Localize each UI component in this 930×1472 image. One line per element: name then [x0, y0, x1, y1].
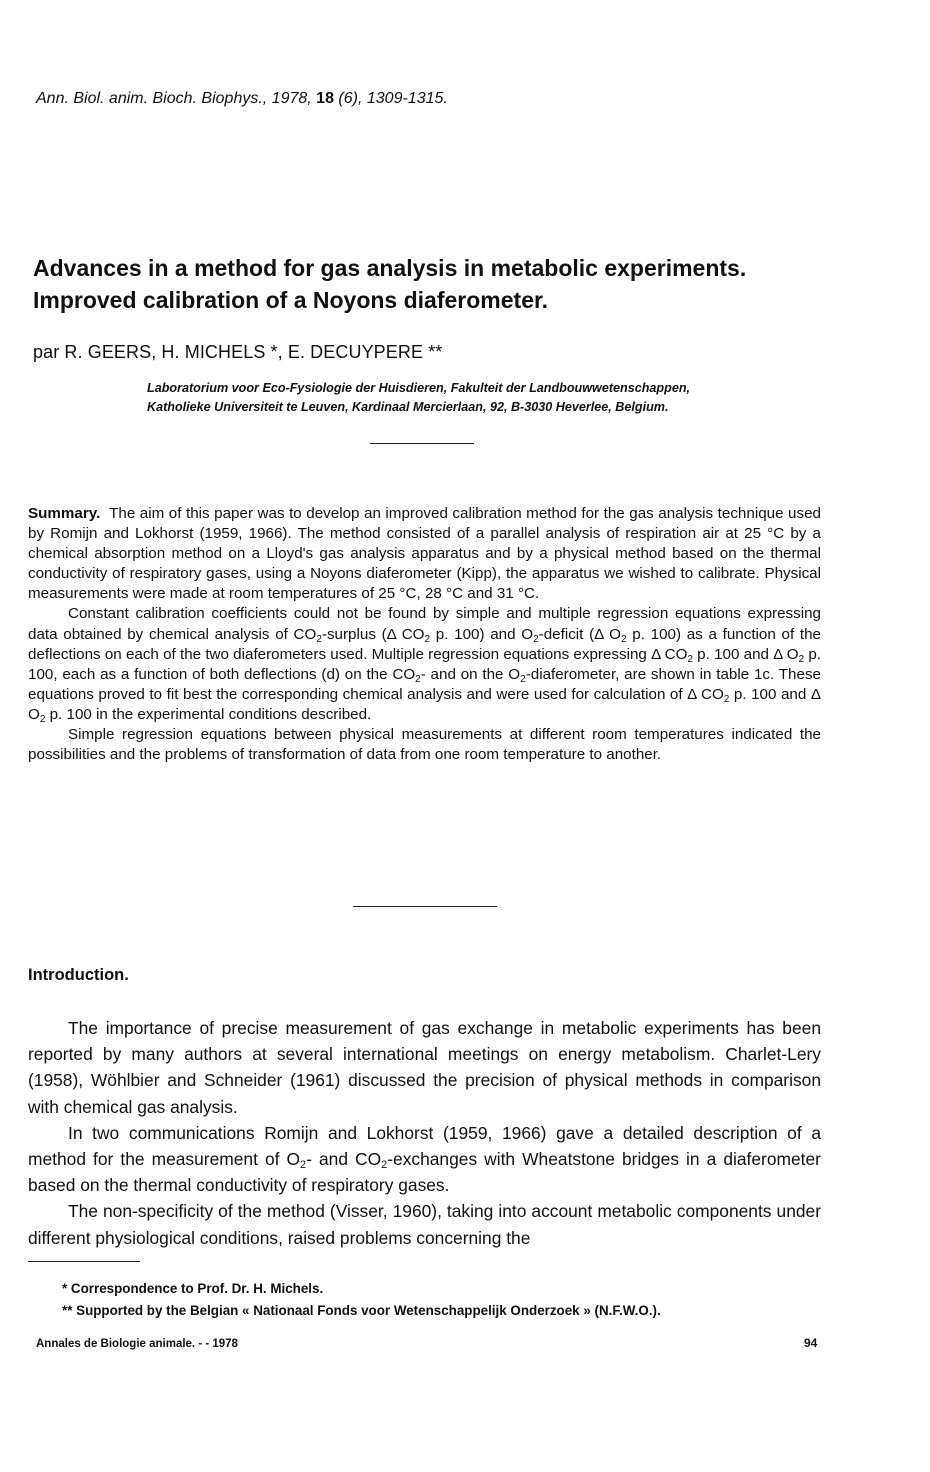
summary-paragraph-2: Constant calibration coefficients could not be found by simple and multiple regression equations expressing data obtained by chemical analysis of $CO_2$-surplus (Δ $CO_2$ p. 100) and $O_2$-deficit (Δ $O_2$ p. 100) as a function of the deflections on each of the two diaferometers used. Multiple regression equations expressing Δ $CO_2$ p. 100 and Δ $O_2$ p. 100, each as a function of both deflections (d) on the $CO_2-$ and on the $O_2$-diaferometer, are shown in table 1c. These equations proved to fit best the corresponding chemical analysis and were used for calculation of Δ $CO_2$ p. 100 and Δ $O_2$ p. 100 in the experimental conditions described.	[28, 605, 822, 725]
separator-rule	[370, 443, 474, 444]
section-separator-rule	[353, 906, 497, 907]
footnote-1: * Correspondence to Prof. Dr. H. Michels.	[62, 1281, 324, 1296]
title-line-1: Advances in a method for gas analysis in metabolic experiments.	[33, 255, 747, 281]
journal-name: Ann. Biol. anim. Bioch. Biophys., 1978,	[36, 90, 312, 107]
summary-section	[28, 504, 821, 765]
journal-issue-pages: (6), 1309-1315.	[338, 90, 448, 107]
footnotes	[62, 1278, 842, 1322]
page-number: 94	[804, 1336, 818, 1350]
footnote-2: ** Supported by the Belgian « Nationaal Fonds voor Wetenschappelijk Onderzoek » (N.F.W.O.).	[62, 1303, 661, 1318]
introduction-heading: Introduction.	[28, 966, 129, 984]
intro-paragraph-3: The non-specificity of the method (Visser, 1960), taking into account metabolic components under different physiological conditions, raised problems concerning the	[28, 1201, 821, 1248]
affiliation-line-2: Katholieke Universiteit te Leuven, Kardinaal Mercierlaan, 92, B-3030 Heverlee, Belgium.	[147, 400, 669, 414]
introduction-body	[28, 1015, 821, 1251]
summary-label: Summary.	[28, 505, 101, 522]
journal-volume: 18	[316, 90, 334, 107]
footnote-rule	[28, 1261, 140, 1262]
intro-paragraph-1: The importance of precise measurement of gas exchange in metabolic experiments has been reported by many authors at several international meetings on energy metabolism. Charlet-Lery (1958), Wöhlbier and Schneider (1961) discussed the precision of physical methods in comparison with chemical gas analysis.	[28, 1018, 821, 1117]
footer-journal: Annales de Biologie animale. - - 1978	[36, 1338, 238, 1350]
affiliation-line-1: Laboratorium voor Eco-Fysiologie der Huisdieren, Fakulteit der Landbouwwetenschappen,	[147, 381, 691, 395]
summary-paragraph-3: Simple regression equations between physical measurements at different room temperatures indicated the possibilities and the problems of transformation of data from one room temperature to another.	[28, 726, 821, 764]
title-line-2: Improved calibration of a Noyons diaferometer.	[33, 287, 549, 313]
summary-paragraph-1: Summary. The aim of this paper was to develop an improved calibration method for the gas analysis technique used by Romijn and Lokhorst (1959, 1966). The method consisted of a parallel analysis of respiration air at 25 °C by a chemical absorption method on a Lloyd's gas analysis apparatus and by a physical method based on the thermal conductivity of respiratory gases, using a Noyons diaferometer (Kipp), the apparatus we wished to calibrate. Physical measurements were made at room temperatures of 25 °C, 28 °C and 31 °C.	[28, 505, 821, 603]
journal-citation	[36, 90, 448, 108]
article-title	[33, 252, 893, 316]
author-list: par R. GEERS, H. MICHELS *, E. DECUYPERE **	[33, 342, 443, 362]
affiliation	[147, 379, 847, 417]
intro-paragraph-2: In two communications Romijn and Lokhorst (1959, 1966) gave a detailed description of a method for the measurement of $O_2-$ and $CO_2$-exchanges with Wheatstone bridges in a diaferometer based on the thermal conductivity of respiratory gases.	[28, 1122, 821, 1196]
